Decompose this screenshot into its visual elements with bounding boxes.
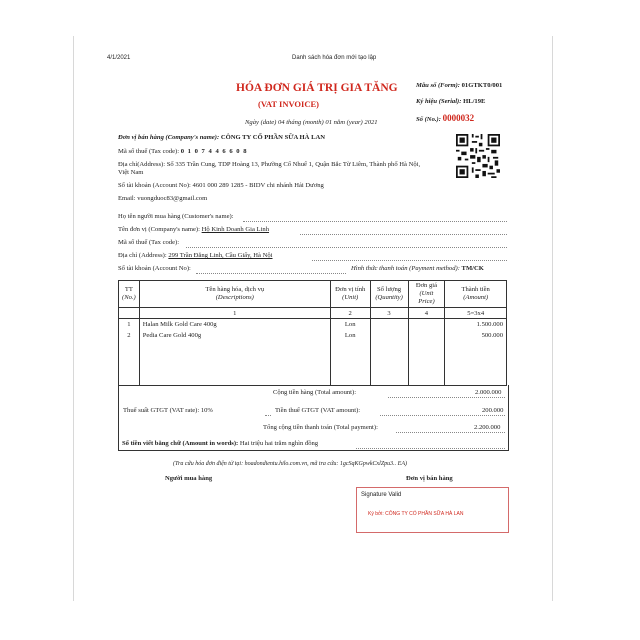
row-description: Pedia Care Gold 400g [139,330,330,341]
buyer-company-line [300,234,507,235]
total-amount-line [388,397,505,398]
table-header-row [119,281,507,308]
buyer-company: Tên đơn vị (Company's name): Hộ Kinh Doanh Gia Linh [118,226,270,233]
signature-valid: Signature Valid [361,492,402,498]
vat-amount-value: 200.000 [482,407,504,414]
signed-by: Ký bởi: CÔNG TY CỔ PHẦN SỮA HÀ LAN [368,511,464,517]
page-header-title: Danh sách hóa đơn mới tạo lập [292,55,377,61]
row-unit: Lon [330,319,370,331]
col-quantity: Số lượng (Quantity) [370,281,408,308]
row-unit-price [408,330,445,341]
invoice-subtitle: (VAT INVOICE) [258,99,319,109]
buyer-tax-code: Mã số thuế (Tax code): [118,239,180,246]
qr-code-icon [456,134,500,178]
index-cell: 5=3x4 [445,308,507,319]
row-unit: Lon [330,330,370,341]
row-quantity [370,330,408,341]
table-row [119,352,507,363]
row-description: Halan Milk Gold Care 400g [139,319,330,331]
seller-name: Đơn vị bán hàng (Company's name): CÔNG TY CỔ PHẦN SỮA HÀ LAN [118,134,325,141]
buyer-address: Địa chỉ (Address): 299 Trần Đăng Linh, Cầu Giấy, Hà Nội [118,252,273,259]
serial-number: Ký hiệu (Serial): HL/19E [416,98,486,105]
seller-signature-label: Đơn vị bán hàng [406,475,453,482]
seller-email: Email: vuongduoc83@gmail.com [118,195,208,202]
vat-rate: Thuế suất GTGT (VAT rate): 10% [123,407,213,414]
buyer-tax-line [186,247,507,248]
amount-in-words-line [356,448,505,449]
lookup-note: (Tra cứu hóa đơn điện tử tại: hoadondientu.hilo.com.vn, mã tra cứu: 1gcSqKGpwkCxlZpu3.. EA) [173,461,407,467]
col-unit: Đơn vị tính (Unit) [330,281,370,308]
seller-tax-code: Mã số thuế (Tax code): 0 1 0 7 4 4 6 6 0 8 [118,148,248,155]
row-no: 1 [119,319,140,331]
buyer-name-line [243,221,507,222]
invoice-number: Số (No.): 0000032 [416,113,475,123]
index-cell: 4 [408,308,445,319]
col-no: TT (No.) [119,281,140,308]
total-amount-value: 2.000.000 [475,389,502,396]
form-number: Mẫu số (Form): 01GTKT0/001 [416,82,503,89]
buyer-account-line [196,273,346,274]
print-date: 4/1/2021 [107,55,131,61]
buyer-address-line [312,260,507,261]
table-row [119,319,507,331]
buyer-signature-label: Người mua hàng [165,475,213,482]
invoice-title: HÓA ĐƠN GIÁ TRỊ GIA TĂNG [236,82,398,94]
row-quantity [370,319,408,331]
payment-method: Hình thức thanh toán (Payment method): TM/CK [351,265,484,272]
buyer-name: Họ tên người mua hàng (Customer's name): [118,213,234,220]
invoice-date: Ngày (date) 04 tháng (month) 01 năm (year) 2021 [245,119,378,126]
index-cell: 2 [330,308,370,319]
seller-address: Địa chỉ(Address): Số 335 Trần Cung, TDP Hoàng 13, Phường Cổ Nhuế 1, Quận Bắc Từ Liêm, Thành phố Hà Nội, [118,161,421,168]
vat-amount-label: Tiền thuế GTGT (VAT amount): [275,407,361,414]
total-payment-label: Tổng cộng tiền thanh toán (Total payment): [263,424,378,431]
index-cell: 3 [370,308,408,319]
row-amount: 1.500.000 [445,319,507,331]
index-row [119,308,507,319]
buyer-account: Số tài khoản (Account No): [118,265,191,272]
index-cell: 1 [139,308,330,319]
row-amount: 500.000 [445,330,507,341]
table-row [119,374,507,386]
table-row [119,330,507,341]
total-amount-label: Cộng tiền hàng (Total amount): [273,389,357,396]
vat-amount-line [380,415,505,416]
total-payment-line [396,432,505,433]
row-no: 2 [119,330,140,341]
total-payment-value: 2.200.000 [474,424,501,431]
seller-address-line2: Việt Nam [118,169,144,176]
table-row [119,341,507,352]
seller-account: Số tài khoản (Account No): 4601 000 289 1285 - BIDV chi nhánh Hải Dương [118,182,324,189]
row-unit-price [408,319,445,331]
table-row [119,363,507,374]
col-description: Tên hàng hóa, dịch vụ (Descriptions) [139,281,330,308]
vat-rate-line [265,415,271,416]
col-amount: Thành tiền (Amount) [445,281,507,308]
items-table [118,280,507,386]
col-unit-price: Đơn giá (Unit Price) [408,281,445,308]
amount-in-words: Số tiền viết bằng chữ (Amount in words): Hai triệu hai trăm nghìn đồng [122,440,319,447]
